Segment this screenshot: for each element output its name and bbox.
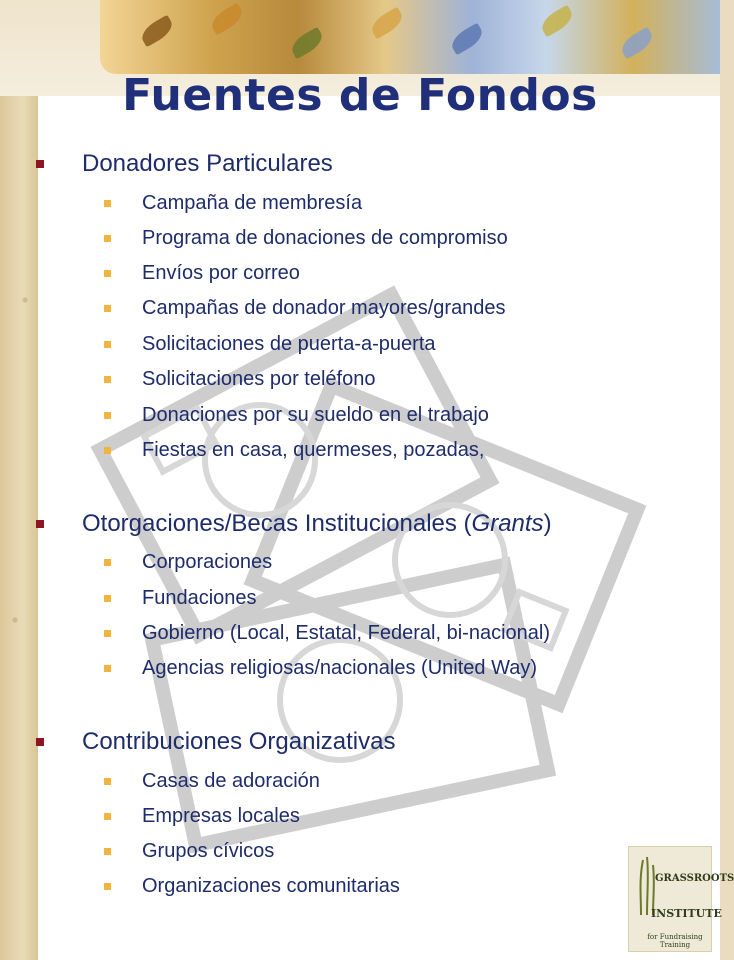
item-label: Empresas locales bbox=[142, 805, 300, 827]
bullet-l2 bbox=[104, 235, 111, 242]
item-label: Solicitaciones de puerta-a-puerta bbox=[142, 333, 436, 355]
section-label: Donadores Particulares bbox=[82, 150, 333, 177]
bullet-l2 bbox=[104, 305, 111, 312]
logo-line1: GRASSROOTS bbox=[655, 873, 734, 884]
bullet-l1 bbox=[36, 738, 44, 746]
bullet-l2 bbox=[104, 595, 111, 602]
bullet-l2 bbox=[104, 665, 111, 672]
item-label: Campaña de membresía bbox=[142, 192, 363, 214]
bullet-l1 bbox=[36, 160, 44, 168]
bullet-l2 bbox=[104, 630, 111, 637]
logo-line3: for Fundraising Training bbox=[647, 933, 703, 949]
bullet-l1 bbox=[36, 520, 44, 528]
item-label: Programa de donaciones de compromiso bbox=[142, 227, 508, 249]
page-title: Fuentes de Fondos bbox=[122, 70, 598, 121]
item-label: Gobierno (Local, Estatal, Federal, bi-nacional) bbox=[142, 622, 550, 644]
item-label: Organizaciones comunitarias bbox=[142, 875, 400, 897]
bullet-l2 bbox=[104, 376, 111, 383]
bullet-l2 bbox=[104, 559, 111, 566]
bullet-l2 bbox=[104, 412, 111, 419]
bullet-l2 bbox=[104, 883, 111, 890]
bullet-l2 bbox=[104, 341, 111, 348]
item-label: Fundaciones bbox=[142, 587, 257, 609]
item-label: Casas de adoración bbox=[142, 770, 320, 792]
item-label: Donaciones por su sueldo en el trabajo bbox=[142, 404, 489, 426]
logo-line2: INSTITUTE bbox=[651, 907, 722, 920]
bullet-l2 bbox=[104, 813, 111, 820]
item-label: Grupos cívicos bbox=[142, 840, 275, 862]
item-label: Campañas de donador mayores/grandes bbox=[142, 297, 506, 319]
item-label: Solicitaciones por teléfono bbox=[142, 368, 376, 390]
grass-icon bbox=[637, 855, 659, 915]
bullet-l2 bbox=[104, 270, 111, 277]
section-label: Otorgaciones/Becas Institucionales (Grants) bbox=[82, 510, 552, 537]
bullet-l2 bbox=[104, 200, 111, 207]
item-label: Corporaciones bbox=[142, 551, 273, 573]
bullet-l2 bbox=[104, 848, 111, 855]
item-label: Agencias religiosas/nacionales (United Way) bbox=[142, 657, 537, 679]
item-label: Envíos por correo bbox=[142, 262, 300, 284]
bullet-l2 bbox=[104, 778, 111, 785]
grassroots-logo bbox=[628, 846, 734, 952]
section-label: Contribuciones Organizativas bbox=[82, 728, 396, 755]
bullet-l2 bbox=[104, 447, 111, 454]
item-label: Fiestas en casa, quermeses, pozadas, bbox=[142, 439, 485, 461]
